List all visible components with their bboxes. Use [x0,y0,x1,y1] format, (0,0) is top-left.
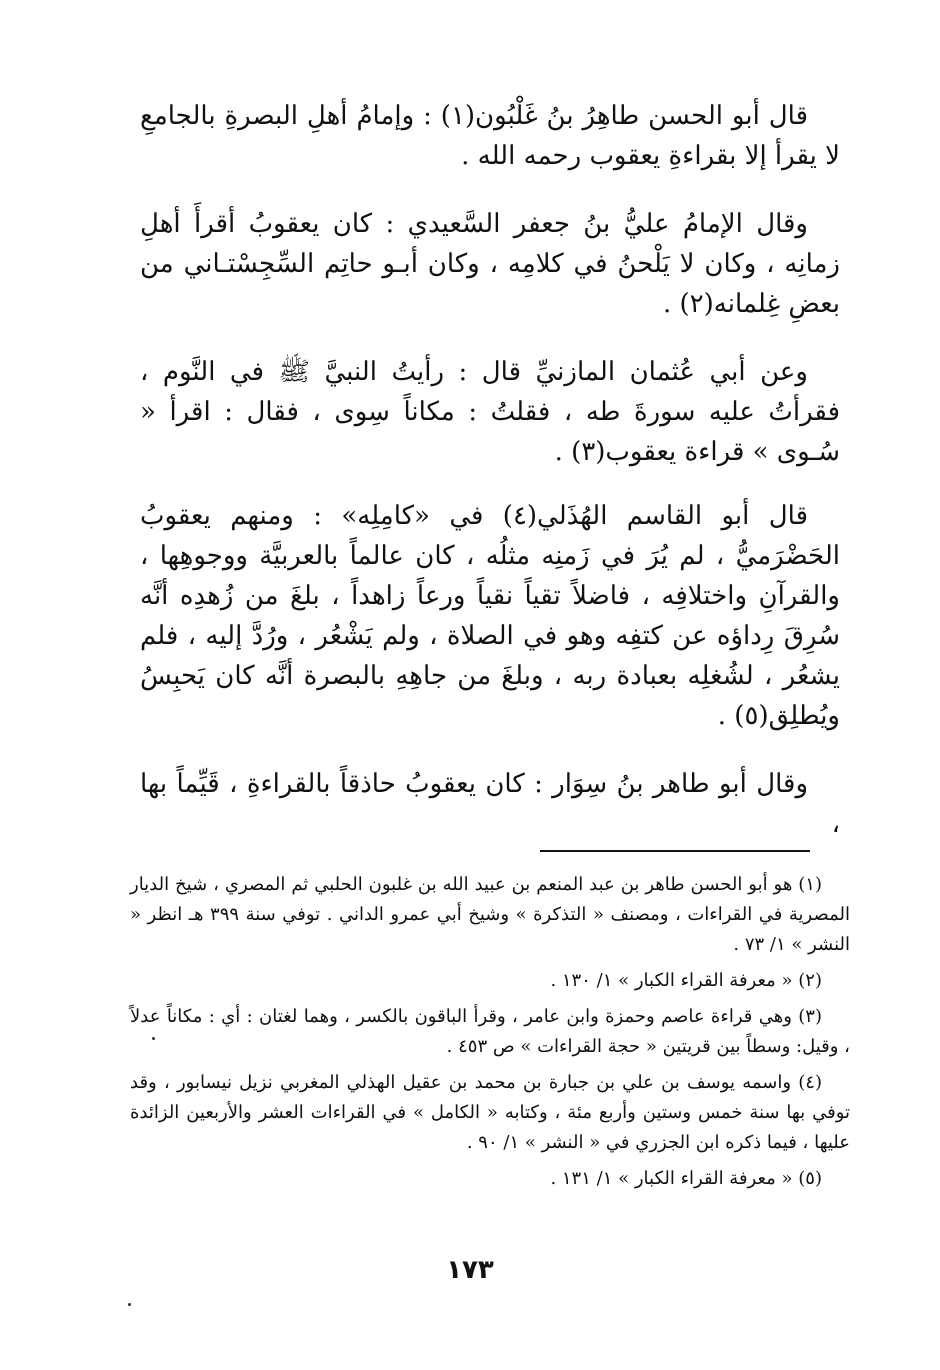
footnote-5: (٥) « معرفة القراء الكبار » ١/ ١٣١ . [550,1168,822,1189]
paragraph-1: قال أبو الحسن طاهِرُ بنُ غَلْبُون(١) : وإمامُ أهلِ البصرةِ بالجامعِ لا يقرأ إلا بقراءةِ يعقوب رحمه الله . [140,101,840,171]
footnote-3: (٣) وهي قراءة عاصم وحمزة وابن عامر ، وقرأ الباقون بالكسر ، وهما لغتان : أي : مكاناً عدلاً ، وقيل: وسطاً بين قريتين « حجة القراءات » ص ٤٥٣ . [130,1006,850,1057]
main-text [140,96,840,844]
footnote-separator [540,850,810,852]
footnotes [130,870,850,1200]
paragraph-2: وقال الإمامُ عليُّ بنُ جعفر السَّعيدي : كان يعقوبُ أقرأَ أهلِ زمانِه ، وكان لا يَلْحنُ في كلامِه ، وكان أبـو حاتِم السِّجِسْتـاني من بعضِ غِلمانه(٢) . [140,209,840,319]
paragraph-3: وعن أبي عُثمان المازنيِّ قال : رأيتُ النبيَّ ﷺ في النَّوم ، فقرأتُ عليه سورةَ طه ، فقلتُ : مكاناً سِوى ، فقال : اقرأ « سُـوى » قراءة يعقوب(٣) . [140,357,840,467]
scan-speck [128,1303,131,1306]
page-number: ١٧٣ [446,1255,494,1285]
footnote-4: (٤) واسمه يوسف بن علي بن جبارة بن محمد بن عقيل الهذلي المغربي نزيل نيسابور ، وقد توفي بها سنة خمس وستين وأربع مئة ، وكتابه « الكامل » في القراءات العشر والأربعين الزائدة عليها ، فيما ذكره ابن الجزري في « النشر » ١/ ٩٠ . [130,1072,850,1153]
paragraph-4: قال أبو القاسم الهُذَلي(٤) في «كامِلِه» : ومنهم يعقوبُ الحَضْرَميُّ ، لم يُرَ في زَمنِه مثلُه ، كان عالماً بالعربيَّة ووجوهِها ، والقرآنِ واختلافِه ، فاضلاً تقياً نقياً ورعاً زاهداً ، بلغَ من زُهدِه أنَّه سُرِقَ رِداؤه عن كتفِه وهو في الصلاة ، ولم يَشْعُر ، ورُدَّ إليه ، فلم يشعُر ، لشُغلِه بعبادة ربه ، وبلغَ من جاهِهِ بالبصرة أنَّه كان يَحبِسُ ويُطلِق(٥) . [140,501,840,731]
footnote-2: (٢) « معرفة القراء الكبار » ١/ ١٣٠ . [550,970,822,991]
footnote-1: (١) هو أبو الحسن طاهر بن عبد المنعم بن عبيد الله بن غلبون الحلبي ثم المصري ، شيخ الديار المصرية في القراءات ، ومصنف « التذكرة » وشيخ أبي عمرو الداني . توفي سنة ٣٩٩ هـ انظر « النشر » ١/ ٧٣ . [130,874,850,955]
paragraph-5: وقال أبو طاهر بنُ سِوَار : كان يعقوبُ حاذقاً بالقراءةِ ، قَيِّماً بها ، [140,769,840,839]
scan-speck [152,1037,155,1040]
